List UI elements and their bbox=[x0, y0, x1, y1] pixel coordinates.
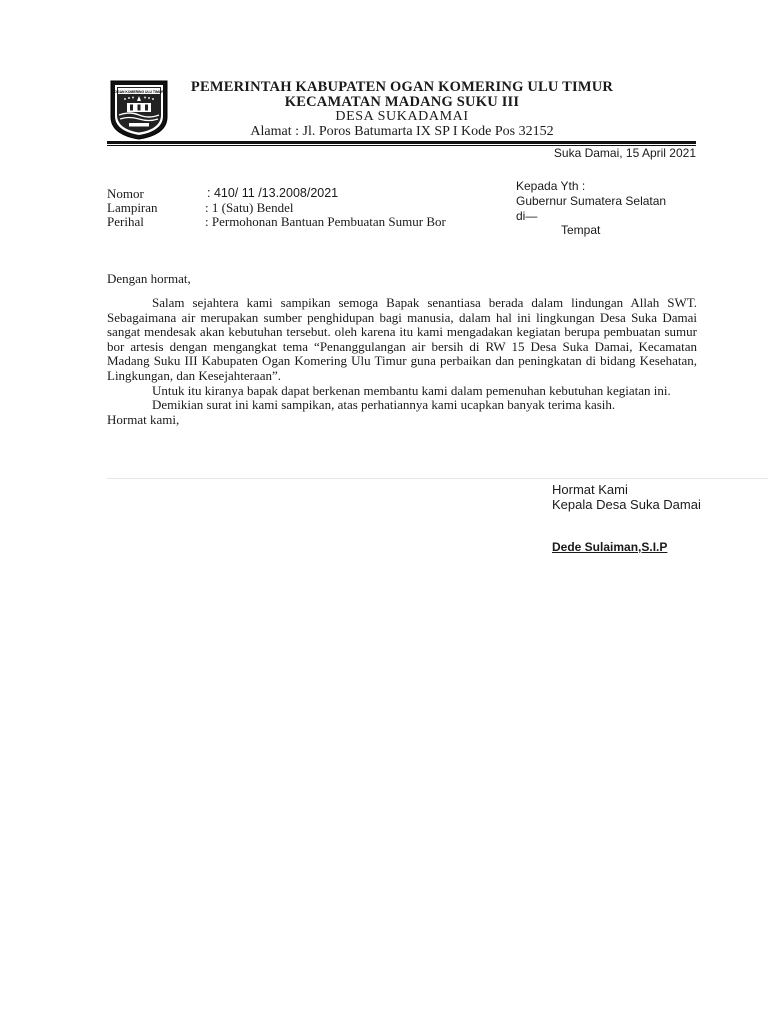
section-divider bbox=[107, 478, 768, 479]
body-paragraph: Demikian surat ini kami sampikan, atas perhatiannya kami ucapkan banyak terima kasih. bbox=[152, 397, 616, 413]
salutation: Dengan hormat, bbox=[107, 271, 191, 286]
nomor-value: : 410/ 11 /13.2008/2021 bbox=[207, 186, 339, 200]
letterhead-address: Alamat : Jl. Poros Batumarta IX SP I Kode Pos 32152 bbox=[250, 124, 554, 139]
letter-body bbox=[107, 296, 697, 427]
recipient-kepada: Kepada Yth : bbox=[516, 179, 586, 193]
body-paragraph: Salam sejahtera kami sampikan semoga Bapak senantiasa berada dalam lindungan Allah SWT. Sebagaimana air merupakan sumber penghidupan bagi manusia, dalam hal ini lingkungan Desa Suka Damai sangat mendesak akan kebutuhan tersebut. oleh karena itu kami mengadakan kegiatan berupa pembuatan sumur bor artesis dengan mengangkat tema “Penanggulangan air bersih di RW 15 Desa Suka Damai, Kecamatan Madang Suku III Kabupaten Ogan Komering Ulu Timur guna perbaikan dan peningkatan di bidang Kesehatan, Lingkungan, dan Kesejahteraan”. bbox=[107, 295, 697, 383]
signer-name: Dede Sulaiman,S.I.P bbox=[552, 540, 668, 554]
letterhead-village: DESA SUKADAMAI bbox=[335, 109, 469, 124]
body-paragraph: Untuk itu kiranya bapak dapat berkenan membantu kami dalam pemenuhan kebutuhan kegiatan ini. bbox=[152, 382, 671, 398]
letterhead-rule-thick bbox=[107, 141, 696, 144]
recipient-name: Gubernur Sumatera Selatan bbox=[516, 194, 667, 208]
perihal-label: Perihal bbox=[107, 214, 144, 229]
recipient-place: Tempat bbox=[561, 223, 601, 237]
svg-text:OGAN KOMERING ULU TIMUR: OGAN KOMERING ULU TIMUR bbox=[114, 89, 164, 94]
lampiran-value: : 1 (Satu) Bendel bbox=[205, 200, 294, 215]
signature-regards: Hormat Kami bbox=[552, 482, 628, 497]
recipient-di: di— bbox=[516, 209, 538, 223]
closing-text: Hormat kami, bbox=[107, 411, 180, 427]
nomor-label: Nomor bbox=[107, 186, 144, 201]
letter-date: Suka Damai, 15 April 2021 bbox=[553, 146, 696, 160]
letterhead-government: PEMERINTAH KABUPATEN OGAN KOMERING ULU TIMUR bbox=[190, 79, 614, 95]
signature-title: Kepala Desa Suka Damai bbox=[552, 497, 701, 512]
perihal-value: : Permohonan Bantuan Pembuatan Sumur Bor bbox=[205, 214, 446, 229]
lampiran-label: Lampiran bbox=[107, 200, 158, 215]
letterhead-district: KECAMATAN MADANG SUKU III bbox=[284, 94, 520, 110]
